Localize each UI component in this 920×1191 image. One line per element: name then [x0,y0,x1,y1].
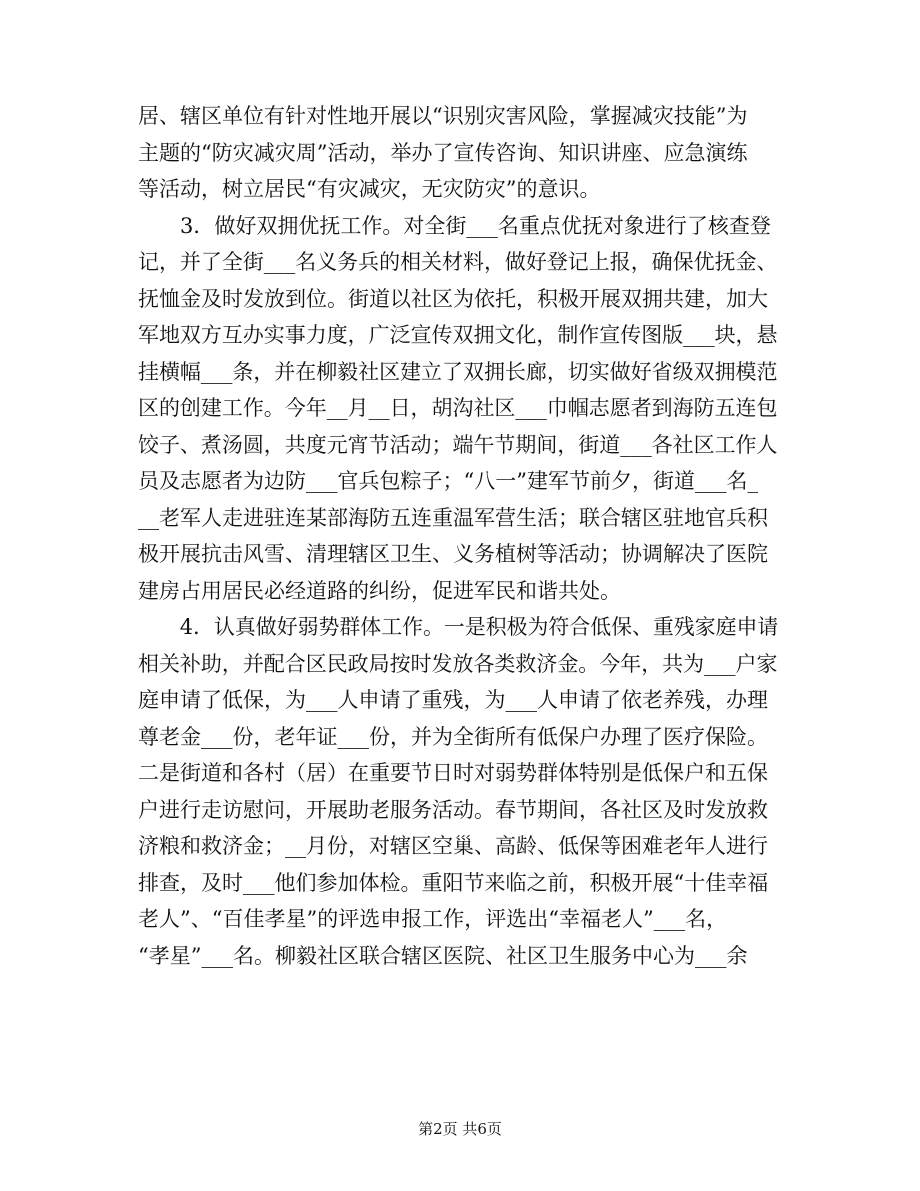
text-line: 二是街道和各村（居）在重要节日时对弱势群体特别是低保户和五保 [138,761,768,785]
text-line: 军地双方互办实事力度，广泛宣传双拥文化，制作宣传图版___块，悬 [138,323,778,347]
text-line: 员及志愿者为边防___官兵包粽子；“八一”建军节前夕，街道___名_ [138,469,758,493]
text-line: 济粮和救济金；__月份，对辖区空巢、高龄、低保等困难老年人进行 [138,834,768,858]
text-line: 建房占用居民必经道路的纠纷，促进军民和谐共处。 [138,578,621,603]
page-footer: 第2页 共6页 [418,1120,502,1138]
text-line: 饺子、煮汤圆，共度元宵节活动；端午节期间，街道___各社区工作人 [138,432,778,457]
text-line: 主题的“防灾减灾周”活动，举办了宣传咨询、知识讲座、应急演练 [138,140,748,165]
text-line: “孝星”___名。柳毅社区联合辖区医院、社区卫生服务中心为___余 [138,943,748,968]
text-line: 尊老金___份，老年证___份，并为全街所有低保户办理了医疗保险。 [138,724,768,749]
text-line: 3．做好双拥优抚工作。对全街___名重点优抚对象进行了核查登 [138,213,771,238]
text-line: 老人”、“百佳孝星”的评选申报工作，评选出“幸福老人”___名， [138,907,728,931]
text-line: 相关补助，并配合区民政局按时发放各类救济金。今年，共为___户家 [138,651,778,676]
text-line: 4．认真做好弱势群体工作。一是积极为符合低保、重残家庭申请 [138,615,779,639]
text-line: 挂横幅___条，并在柳毅社区建立了双拥长廊，切实做好省级双拥模范 [138,359,778,384]
text-line: 抚恤金及时发放到位。街道以社区为依托，积极开展双拥共建，加大 [138,286,768,311]
text-line: 排查，及时___他们参加体检。重阳节来临之前，积极开展“十佳幸福 [138,870,769,895]
text-line: 区的创建工作。今年__月__日，胡沟社区___巾帼志愿者到海防五连包 [138,396,778,420]
text-line: 居、辖区单位有针对性地开展以“识别灾害风险，掌握减灾技能”为 [138,104,748,128]
text-line: 等活动，树立居民“有灾减灾，无灾防灾”的意识。 [138,177,601,201]
text-line: __老军人走进驻连某部海防五连重温军营生活；联合辖区驻地官兵积 [138,505,768,530]
text-line: 户进行走访慰问，开展助老服务活动。春节期间，各社区及时发放救 [138,797,768,822]
text-line: 庭申请了低保，为___人申请了重残，为___人申请了依老养残，办理 [138,688,768,712]
text-line: 极开展抗击风雪、清理辖区卫生、义务植树等活动；协调解决了医院 [138,542,768,566]
text-line: 记，并了全街___名义务兵的相关材料，做好登记上报，确保优抚金、 [138,250,778,274]
